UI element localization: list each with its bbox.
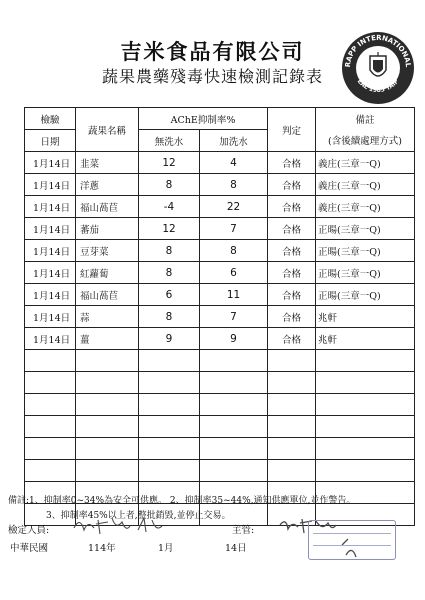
empty-row: [25, 350, 415, 372]
header-date-line1: 檢驗: [25, 108, 76, 130]
cell-washed: 4: [200, 152, 268, 174]
cell-unwashed: 12: [139, 218, 200, 240]
cell-result: 合格: [268, 218, 316, 240]
table-row: [25, 240, 415, 262]
cell-unwashed: 8: [139, 174, 200, 196]
cell-remark: 義庄(三章一Q): [316, 196, 415, 218]
cell-unwashed: 8: [139, 262, 200, 284]
empty-cell: [200, 350, 268, 372]
header-judgment: 判定: [268, 108, 316, 152]
cell-name: 韭菜: [76, 152, 139, 174]
empty-cell: [139, 416, 200, 438]
cell-result: 合格: [268, 174, 316, 196]
empty-cell: [76, 416, 139, 438]
cell-date: 1月14日: [25, 174, 76, 196]
empty-cell: [316, 372, 415, 394]
cell-washed: 7: [200, 218, 268, 240]
empty-cell: [268, 438, 316, 460]
table-body: [25, 152, 415, 526]
empty-cell: [200, 460, 268, 482]
header-washed: 加洗水: [200, 130, 268, 152]
empty-row: [25, 372, 415, 394]
cell-result: 合格: [268, 196, 316, 218]
cell-date: 1月14日: [25, 152, 76, 174]
cell-result: 合格: [268, 306, 316, 328]
cell-remark: 正暘(三章一Q): [316, 262, 415, 284]
empty-cell: [268, 394, 316, 416]
empty-cell: [25, 350, 76, 372]
empty-cell: [25, 416, 76, 438]
header-name: 蔬果名稱: [76, 108, 139, 152]
empty-cell: [316, 394, 415, 416]
empty-cell: [268, 350, 316, 372]
empty-cell: [268, 460, 316, 482]
cell-unwashed: 9: [139, 328, 200, 350]
cell-name: 洋蔥: [76, 174, 139, 196]
cell-name: 薑: [76, 328, 139, 350]
cell-remark: 義庄(三章一Q): [316, 152, 415, 174]
empty-cell: [316, 416, 415, 438]
cell-date: 1月14日: [25, 262, 76, 284]
cell-result: 合格: [268, 262, 316, 284]
header-remarks-line1: 備註: [316, 108, 415, 130]
cell-date: 1月14日: [25, 218, 76, 240]
empty-row: [25, 416, 415, 438]
cell-washed: 7: [200, 306, 268, 328]
cell-name: 豆芽菜: [76, 240, 139, 262]
cell-date: 1月14日: [25, 284, 76, 306]
cell-result: 合格: [268, 284, 316, 306]
empty-cell: [200, 372, 268, 394]
empty-cell: [76, 438, 139, 460]
crest-logo-icon: [340, 30, 416, 106]
cell-result: 合格: [268, 240, 316, 262]
empty-cell: [268, 372, 316, 394]
cell-washed: 8: [200, 174, 268, 196]
table-row: [25, 174, 415, 196]
empty-cell: [76, 350, 139, 372]
cell-unwashed: 8: [139, 306, 200, 328]
roc-label: 中華民國: [10, 543, 49, 554]
cell-washed: 6: [200, 262, 268, 284]
logo-top-text: RAPP INTERNATIONAL: [343, 33, 413, 68]
note-line2: 3、抑制率45%以上者,整批銷毀,並停止交易。: [46, 511, 231, 521]
cell-unwashed: 12: [139, 152, 200, 174]
empty-cell: [200, 438, 268, 460]
empty-cell: [25, 438, 76, 460]
date-year: 114年: [88, 543, 116, 554]
table-row: [25, 152, 415, 174]
empty-cell: [76, 394, 139, 416]
cell-name: 蒜: [76, 306, 139, 328]
cell-washed: 8: [200, 240, 268, 262]
empty-row: [25, 460, 415, 482]
logo-bottom-text: EAL 1985 TAIP: [355, 77, 401, 95]
cell-date: 1月14日: [25, 240, 76, 262]
header-ache: AChE抑制率%: [139, 108, 268, 130]
header-date-line2: 日期: [25, 130, 76, 152]
empty-row: [25, 394, 415, 416]
empty-cell: [25, 460, 76, 482]
cell-result: 合格: [268, 328, 316, 350]
empty-cell: [268, 416, 316, 438]
cell-washed: 11: [200, 284, 268, 306]
cell-name: 福山萵苣: [76, 284, 139, 306]
header-unwashed: 無洗水: [139, 130, 200, 152]
empty-cell: [139, 460, 200, 482]
empty-cell: [316, 460, 415, 482]
company-stamp-icon: [308, 520, 396, 560]
cell-washed: 9: [200, 328, 268, 350]
company-title: 吉米食品有限公司: [120, 39, 305, 64]
inspector-label: 檢定人員:: [8, 525, 50, 536]
empty-cell: [316, 350, 415, 372]
empty-cell: [25, 394, 76, 416]
empty-row: [25, 438, 415, 460]
cell-name: 福山萵苣: [76, 196, 139, 218]
cell-remark: 義庄(三章一Q): [316, 174, 415, 196]
cell-remark: 正暘(三章一Q): [316, 284, 415, 306]
cell-remark: 兆軒: [316, 306, 415, 328]
cell-washed: 22: [200, 196, 268, 218]
empty-cell: [316, 438, 415, 460]
table-row: [25, 262, 415, 284]
table-row: [25, 284, 415, 306]
empty-cell: [139, 394, 200, 416]
table-row: [25, 218, 415, 240]
cell-unwashed: 6: [139, 284, 200, 306]
inspection-table: [24, 107, 415, 526]
empty-cell: [200, 416, 268, 438]
empty-cell: [25, 372, 76, 394]
cell-remark: 兆軒: [316, 328, 415, 350]
empty-cell: [139, 350, 200, 372]
empty-cell: [139, 372, 200, 394]
header-remarks-line2: (含後續處理方式): [316, 130, 415, 152]
date-month: 1月: [158, 543, 174, 554]
inspector-signature-icon: [70, 512, 170, 538]
cell-unwashed: -4: [139, 196, 200, 218]
empty-cell: [139, 438, 200, 460]
supervisor-label: 主管:: [232, 525, 255, 536]
cell-name: 紅蘿蔔: [76, 262, 139, 284]
empty-cell: [76, 372, 139, 394]
table-row: [25, 328, 415, 350]
table-row: [25, 306, 415, 328]
date-day: 14日: [225, 543, 247, 554]
cell-date: 1月14日: [25, 196, 76, 218]
cell-name: 蕃茄: [76, 218, 139, 240]
table-row: [25, 196, 415, 218]
form-title: 蔬果農藥殘毒快速檢測記錄表: [101, 67, 323, 86]
empty-cell: [200, 394, 268, 416]
cell-date: 1月14日: [25, 306, 76, 328]
cell-unwashed: 8: [139, 240, 200, 262]
note-line1: 備註:1、抑制率0~34%為安全可供應。 2、抑制率35~44%,通知供應單位,並作警告。: [8, 496, 356, 506]
cell-remark: 正暘(三章一Q): [316, 218, 415, 240]
cell-result: 合格: [268, 152, 316, 174]
cell-remark: 正暘(三章一Q): [316, 240, 415, 262]
empty-cell: [76, 460, 139, 482]
cell-date: 1月14日: [25, 328, 76, 350]
